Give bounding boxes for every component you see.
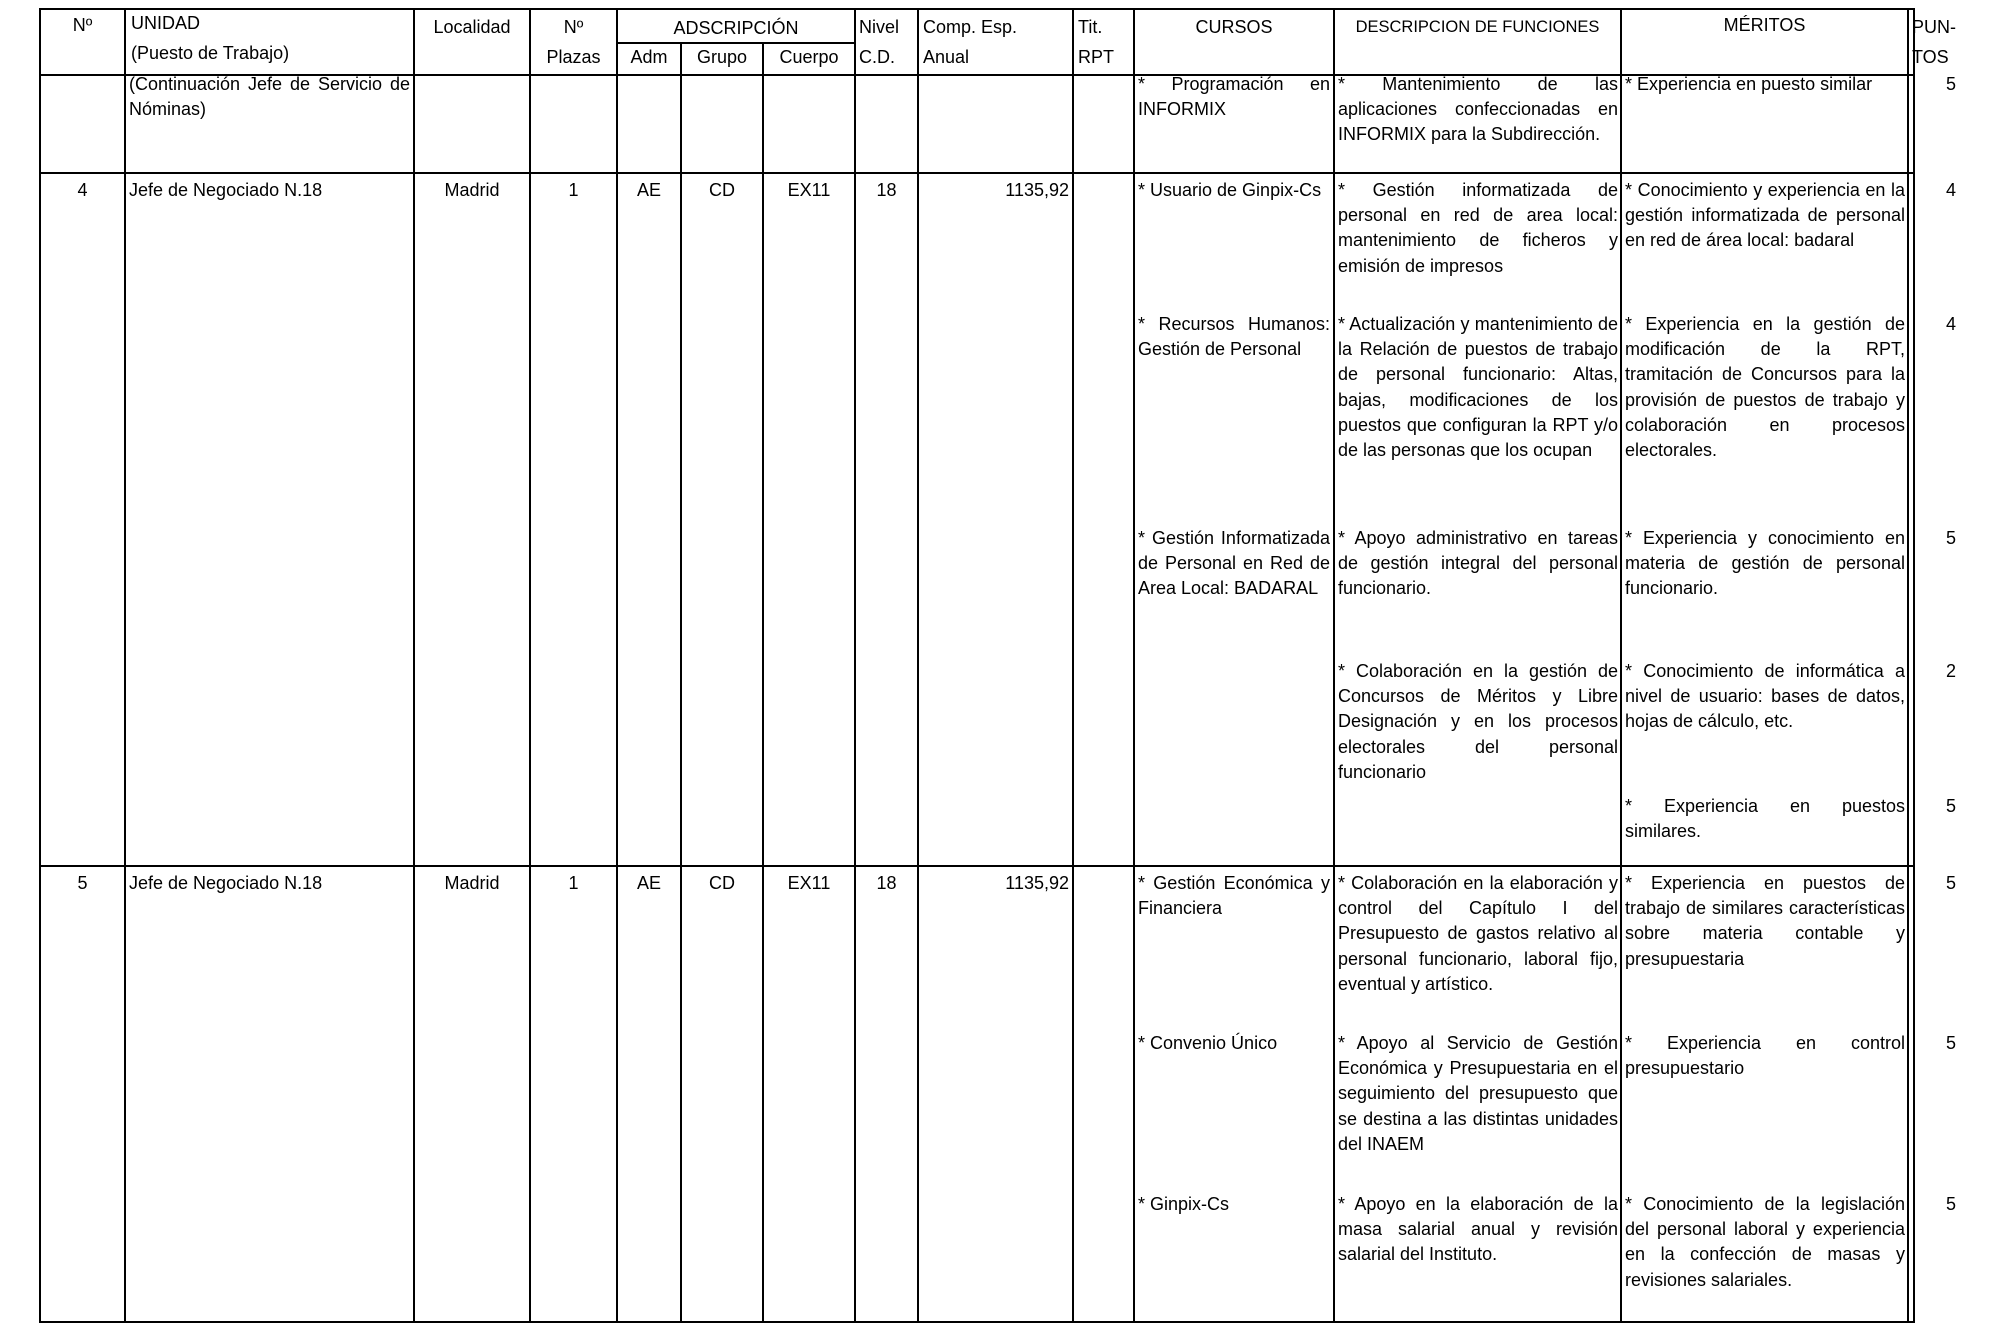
row2-comp: 1135,92 xyxy=(1005,873,1069,893)
row1-curso-0: * Usuario de Ginpix-Cs xyxy=(1138,180,1322,200)
row1-curso-2: * Gestión Informatizada de Personal en Red de Area Local: BADARAL xyxy=(1138,528,1330,599)
header-tit: Tit. xyxy=(1078,17,1103,37)
header-nivel: Nivel xyxy=(859,17,900,37)
header-unidad: UNIDAD xyxy=(131,13,201,33)
row2-curso-2: * Ginpix-Cs xyxy=(1138,1194,1230,1214)
row0-puntos-0: 5 xyxy=(1945,74,1956,94)
header-rpt: RPT xyxy=(1078,47,1114,67)
header-plazas: Plazas xyxy=(546,47,601,67)
row1-grupo: CD xyxy=(709,180,735,200)
row1-funcion-2: * Apoyo administrativo en tareas de gestión integral del personal funcionario. xyxy=(1338,528,1618,599)
row1-merito-0: * Conocimiento y experiencia en la gestión informatizada de personal en red de área local: badaral xyxy=(1625,180,1905,251)
row2-adm: AE xyxy=(636,873,661,893)
row2-localidad: Madrid xyxy=(444,873,500,893)
row1-plazas: 1 xyxy=(568,180,579,200)
header-nplazas: Nº xyxy=(563,17,584,37)
row0-funcion-0: * Mantenimiento de las aplicaciones confeccionadas en INFORMIX para la Subdirección. xyxy=(1338,74,1618,145)
row2-funcion-0: * Colaboración en la elaboración y control del Capítulo I del Presupuesto de gastos relativo al personal funcionario, laboral fijo, eventual y artístico. xyxy=(1338,873,1618,994)
row2-puntos-0: 5 xyxy=(1945,873,1956,893)
row1-puntos-3: 2 xyxy=(1945,661,1956,681)
header-anual: Anual xyxy=(923,47,970,67)
row1-comp: 1135,92 xyxy=(1005,180,1069,200)
row0-curso-0: * Programación en INFORMIX xyxy=(1138,74,1330,120)
row0-unidad: (Continuación Jefe de Servicio de Nóminas) xyxy=(129,74,410,120)
header-adscripcion: ADSCRIPCIÓN xyxy=(673,18,799,38)
row2-puntos-2: 5 xyxy=(1945,1194,1956,1214)
row1-merito-3: * Conocimiento de informática a nivel de usuario: bases de datos, hojas de cálculo, etc. xyxy=(1625,661,1905,732)
row1-localidad: Madrid xyxy=(444,180,500,200)
header-pun: PUN- xyxy=(1912,17,1956,37)
row2-funcion-1: * Apoyo al Servicio de Gestión Económica y Presupuestaria en el seguimiento del presupuesto que se destina a las distintas unidades del INAEM xyxy=(1338,1033,1618,1154)
header-cuerpo: Cuerpo xyxy=(779,47,839,67)
header-no: Nº xyxy=(72,15,93,35)
row2-nivel: 18 xyxy=(876,873,897,893)
row2-puntos-1: 5 xyxy=(1945,1033,1956,1053)
header-localidad: Localidad xyxy=(433,17,511,37)
row2-unidad: Jefe de Negociado N.18 xyxy=(129,873,323,893)
row1-puntos-4: 5 xyxy=(1945,796,1956,816)
row2-merito-1: * Experiencia en control presupuestario xyxy=(1625,1033,1905,1079)
row1-no: 4 xyxy=(77,180,88,200)
row2-curso-1: * Convenio Único xyxy=(1138,1033,1278,1053)
row1-puntos-0: 4 xyxy=(1945,180,1956,200)
row2-no: 5 xyxy=(77,873,88,893)
row1-funcion-1: * Actualización y mantenimiento de la Relación de puestos de trabajo de personal funcionario: Altas, bajas, modificaciones de los puestos que configuran la RPT y/o de las personas que los ocupan xyxy=(1338,314,1618,461)
header-cd: C.D. xyxy=(859,47,895,67)
row2-grupo: CD xyxy=(709,873,735,893)
header-puesto: (Puesto de Trabajo) xyxy=(131,43,290,63)
header-tos: TOS xyxy=(1912,47,1949,67)
row1-cuerpo: EX11 xyxy=(787,180,831,200)
row1-unidad: Jefe de Negociado N.18 xyxy=(129,180,323,200)
header-funciones: DESCRIPCION DE FUNCIONES xyxy=(1355,18,1600,36)
row1-curso-1: * Recursos Humanos: Gestión de Personal xyxy=(1138,314,1330,360)
row2-plazas: 1 xyxy=(568,873,579,893)
row1-merito-1: * Experiencia en la gestión de modificación de la RPT, tramitación de Concursos para la provisión de puestos de trabajo y colaboración en procesos electorales. xyxy=(1625,314,1905,461)
row2-merito-2: * Conocimiento de la legislación del personal laboral y experiencia en la confección de masas y revisiones salariales. xyxy=(1625,1194,1905,1290)
header-cursos: CURSOS xyxy=(1195,17,1273,37)
row1-puntos-2: 5 xyxy=(1945,528,1956,548)
header-adm: Adm xyxy=(630,47,668,67)
row2-merito-0: * Experiencia en puestos de trabajo de similares características sobre materia contable y presupuestaria xyxy=(1625,873,1905,969)
header-grupo: Grupo xyxy=(696,47,748,67)
row1-funcion-0: * Gestión informatizada de personal en red de area local: mantenimiento de ficheros y emisión de impresos xyxy=(1338,180,1618,276)
row0-merito-0: * Experiencia en puesto similar xyxy=(1625,74,1873,94)
header-meritos: MÉRITOS xyxy=(1723,15,1806,35)
row1-nivel: 18 xyxy=(876,180,897,200)
row1-puntos-1: 4 xyxy=(1945,314,1956,334)
row1-merito-4: * Experiencia en puestos similares. xyxy=(1625,796,1905,842)
row2-funcion-2: * Apoyo en la elaboración de la masa salarial anual y revisión salarial del Instituto. xyxy=(1338,1194,1618,1265)
row1-funcion-3: * Colaboración en la gestión de Concursos de Méritos y Libre Designación y en los procesos electorales del personal funcionario xyxy=(1338,661,1618,782)
row1-merito-2: * Experiencia y conocimiento en materia de gestión de personal funcionario. xyxy=(1625,528,1905,599)
row2-cuerpo: EX11 xyxy=(787,873,831,893)
row2-curso-0: * Gestión Económica y Financiera xyxy=(1138,873,1330,919)
row1-adm: AE xyxy=(636,180,661,200)
header-comp: Comp. Esp. xyxy=(923,17,1018,37)
